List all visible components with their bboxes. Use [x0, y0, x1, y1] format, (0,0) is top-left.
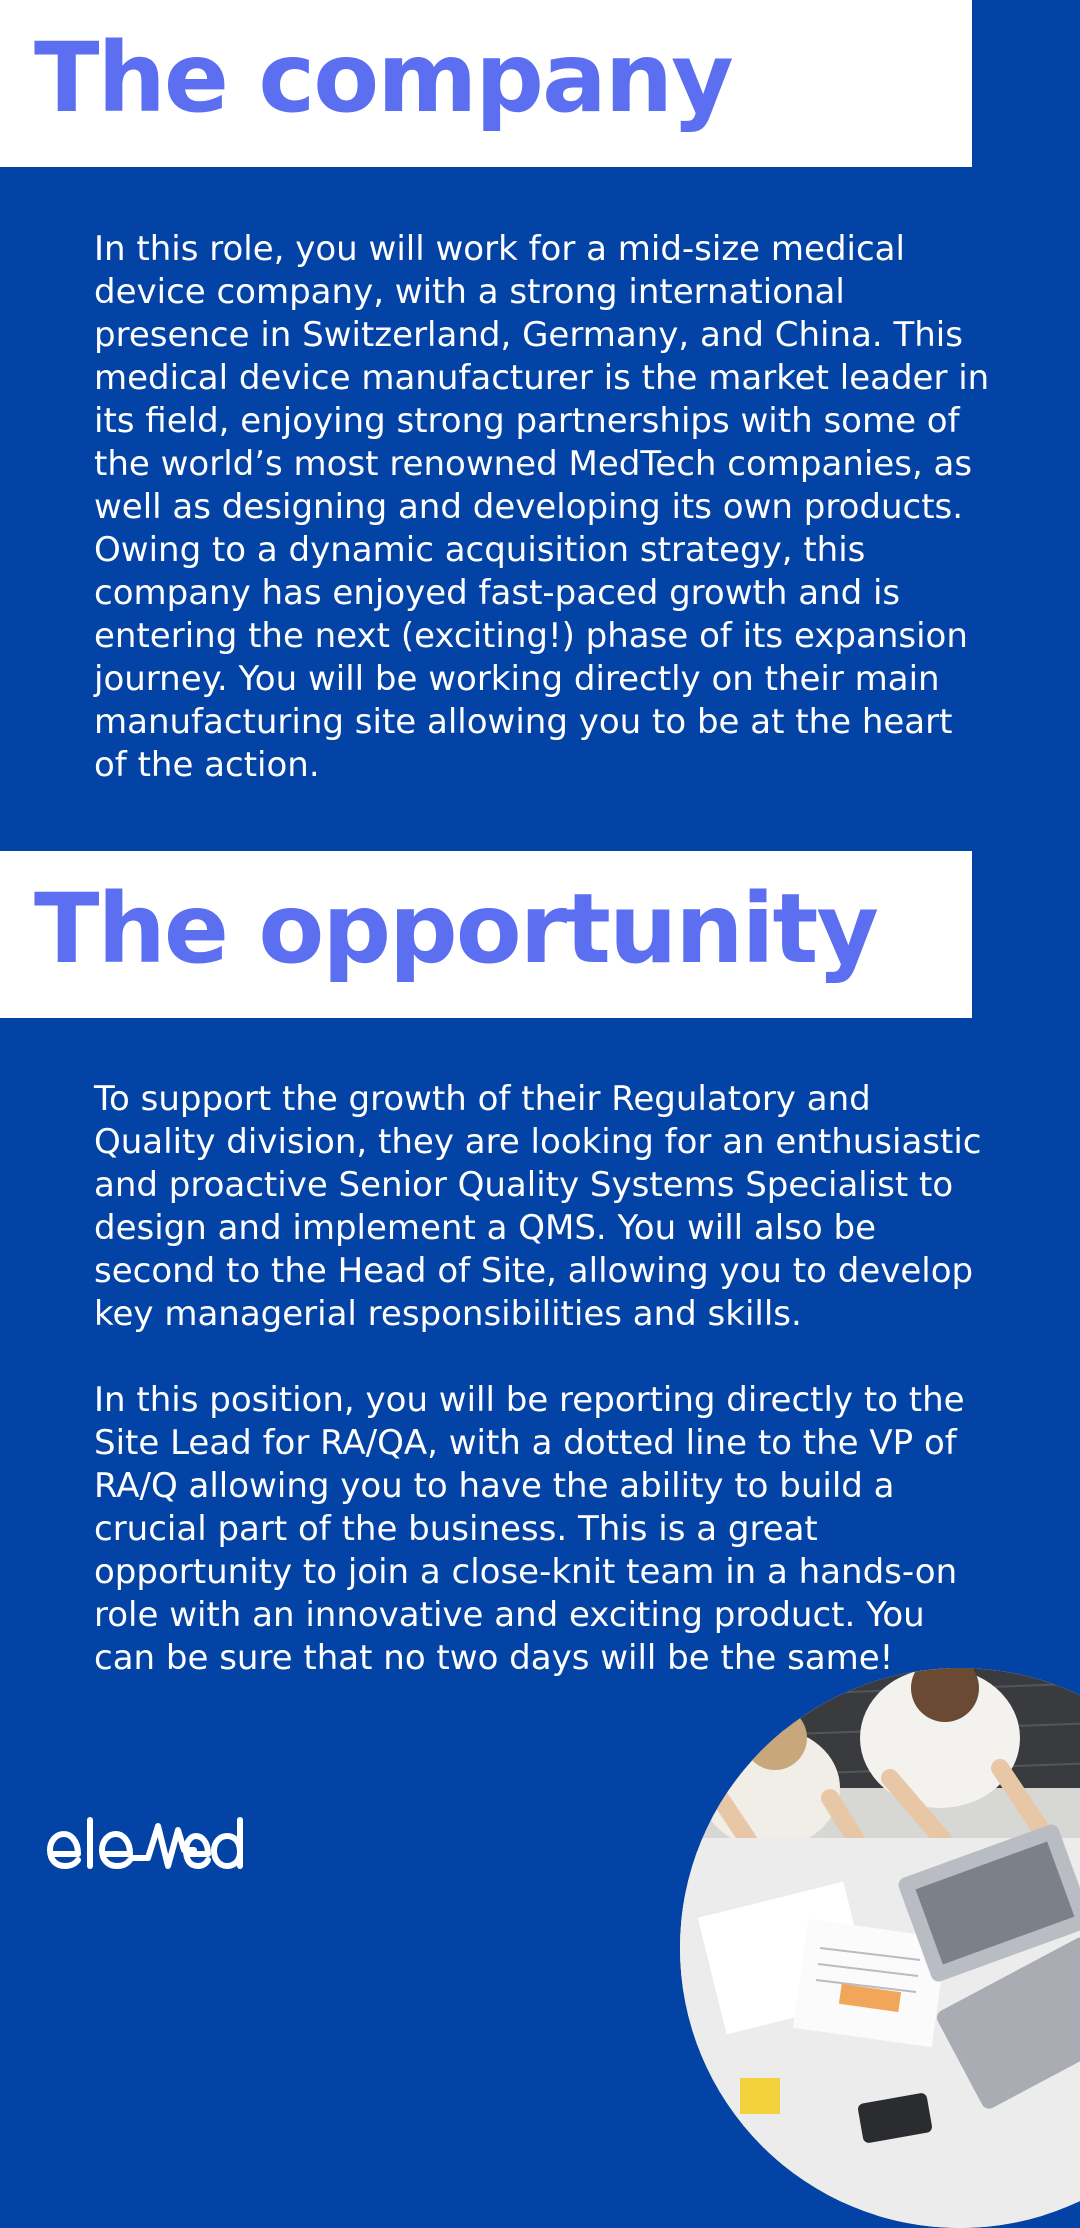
opportunity-paragraph-2: In this position, you will be reporting directly to the Site Lead for RA/QA, with a dotted line to the VP of RA/Q allowing you to have the ability to build a crucial part of the business. This is a great opportunity to join a close-knit team in a hands-on role with an innovative and exciting product. You can be sure that no two days will be the same!: [94, 1380, 965, 1678]
opportunity-title-banner: [0, 851, 972, 1018]
opportunity-title: The opportunity: [34, 873, 877, 985]
company-title: The company: [34, 22, 732, 134]
company-description: In this role, you will work for a mid-size medical device company, with a strong international presence in Switzerland, Germany, and China. This medical device manufacturer is the market leader in its field, enjoying strong partnerships with some of the world’s most renowned MedTech companies, as well as designing and developing its own products. Owing to a dynamic acquisition strategy, this company has enjoyed fast-paced growth and is entering the next (exciting!) phase of its expansion journey. You will be working directly on their main manufacturing site allowing you to be at the heart of the action.: [94, 229, 990, 785]
elemed-logo-icon: [44, 1810, 254, 1880]
company-title-banner: [0, 0, 972, 167]
team-working-photo: [680, 1668, 1080, 2228]
opportunity-paragraph-1: To support the growth of their Regulatory and Quality division, they are looking for an enthusiastic and proactive Senior Quality Systems Specialist to design and implement a QMS. You will also be second to the Head of Site, allowing you to develop key managerial responsibilities and skills.: [94, 1079, 982, 1334]
